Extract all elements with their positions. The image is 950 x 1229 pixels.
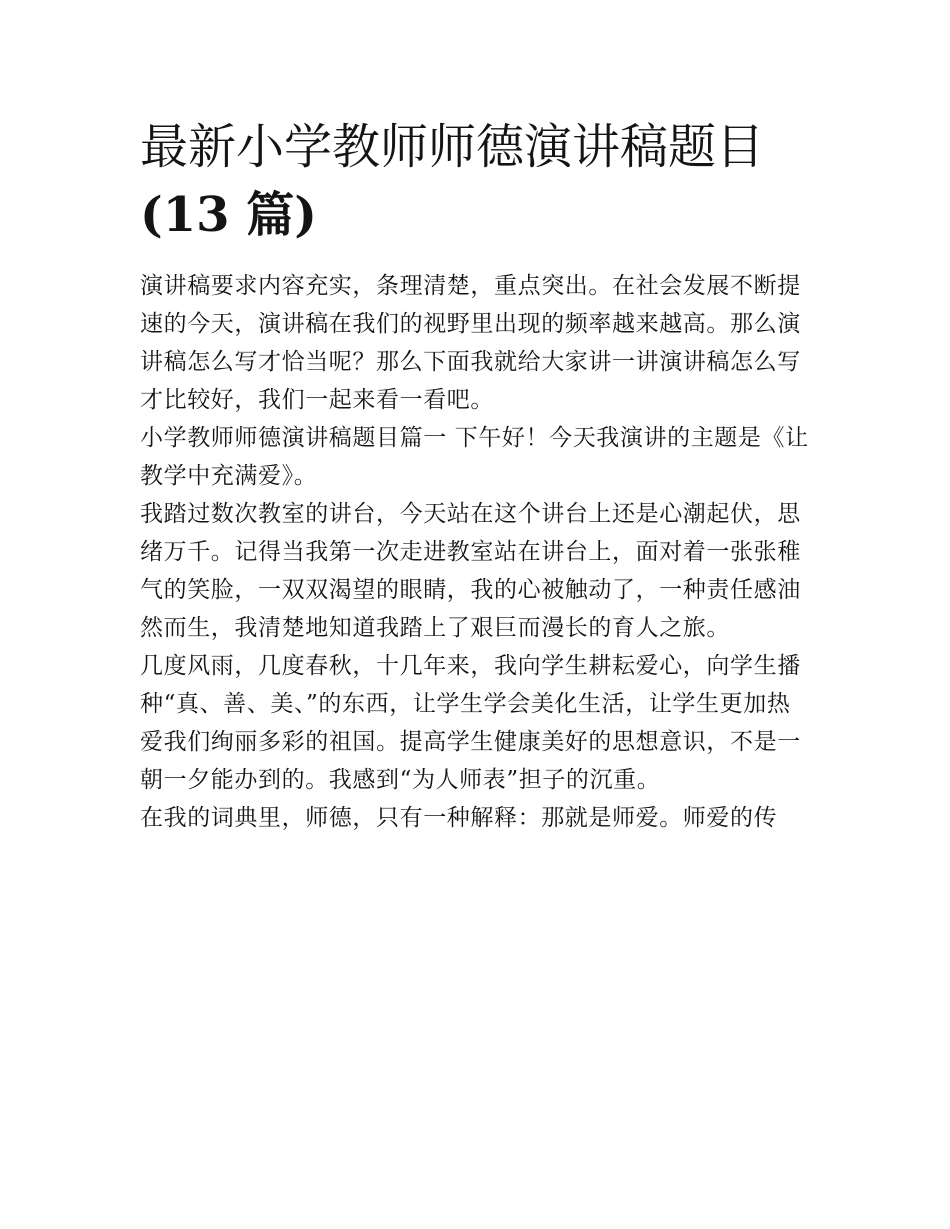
paragraph-1: 小学教师师德演讲稿题目篇一 下午好！今天我演讲的主题是《让教学中充满爱》。 (140, 425, 809, 489)
title-count: (13 篇) (140, 187, 317, 243)
document-text (140, 267, 812, 837)
document-body (140, 113, 812, 837)
document-title (140, 113, 812, 249)
paragraph-4: 在我的词典里，师德，只有一种解释：那就是师爱。师爱的传 (140, 805, 778, 831)
paragraph-3: 几度风雨，几度春秋，十几年来，我向学生耕耘爱心，向学生播种“真、善、美、”的东西，让学生学会美化生活，让学生更加热爱我们绚丽多彩的祖国。提高学生健康美好的思想意识，不是一朝一夕能办到的。我感到“为人师表”担子的沉重。 (140, 653, 801, 793)
title-main: 最新小学教师师德演讲稿题目 (140, 119, 765, 175)
paragraph-2: 我踏过数次教室的讲台，今天站在这个讲台上还是心潮起伏，思绪万千。记得当我第一次走进教室站在讲台上，面对着一张张稚气的笑脸，一双双渴望的眼睛，我的心被触动了，一种责任感油然而生，我清楚地知道我踏上了艰巨而漫长的育人之旅。 (140, 501, 801, 641)
paragraph-intro: 演讲稿要求内容充实，条理清楚，重点突出。在社会发展不断提速的今天，演讲稿在我们的视野里出现的频率越来越高。那么演讲稿怎么写才恰当呢？那么下面我就给大家讲一讲演讲稿怎么写才比较好，我们一起来看一看吧。 (140, 273, 801, 413)
